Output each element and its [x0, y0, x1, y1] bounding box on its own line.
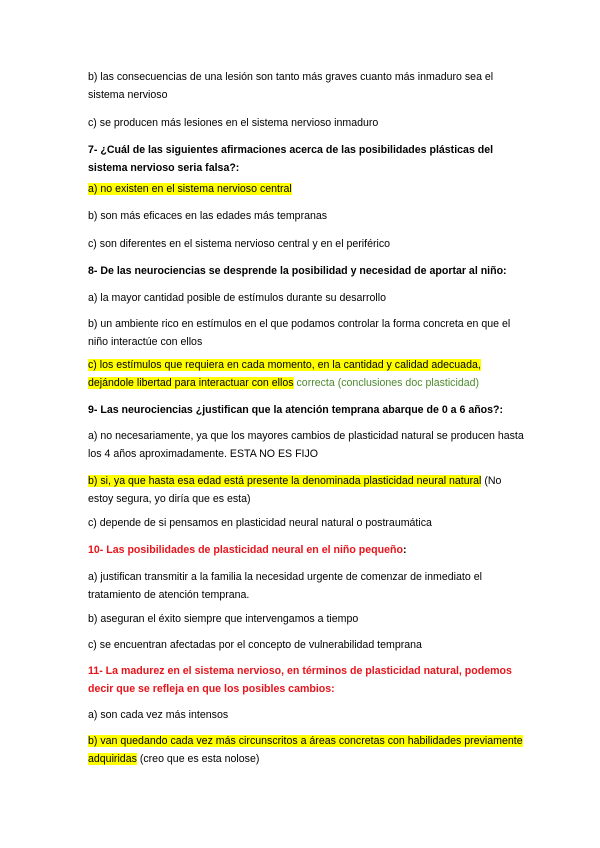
q6-option-c: c) se producen más lesiones en el sistema nervioso inmaduro — [88, 117, 379, 129]
q11-option-b-highlight: b) van quedando cada vez más circunscritos a áreas concretas con habilidades previamente adquiridas — [88, 735, 523, 765]
q8-option-a: a) la mayor cantidad posible de estímulos durante su desarrollo — [88, 292, 386, 304]
q9-option-c: c) depende de si pensamos en plasticidad neural natural o postraumática — [88, 517, 432, 529]
q10-question — [88, 541, 528, 559]
q11-option-a: a) son cada vez más intensos — [88, 709, 229, 721]
q9-option-b-highlight: b) si, ya que hasta esa edad está presente la denominada plasticidad neural natural — [88, 475, 482, 487]
q9-option-b-note: (No estoy segura, yo diría que es esta) — [88, 475, 502, 505]
q9-option-a: a) no necesariamente, ya que los mayores cambios de plasticidad natural se producen hasta los 4 años aproximadamente. ESTA NO ES FIJO — [88, 430, 524, 460]
q8-option-c — [88, 356, 528, 392]
q11-option-b — [88, 732, 528, 768]
q10-question-text: 10- Las posibilidades de plasticidad neural en el niño pequeño — [88, 544, 403, 556]
q7-option-a — [88, 180, 528, 198]
q8-question: 8- De las neurociencias se desprende la posibilidad y necesidad de aportar al niño: — [88, 265, 507, 277]
q11-question: 11- La madurez en el sistema nervioso, en términos de plasticidad natural, podemos decir que se refleja en que los posibles cambios: — [88, 665, 512, 695]
q6-option-b: b) las consecuencias de una lesión son tanto más graves cuanto más inmaduro sea el sistema nervioso — [88, 71, 494, 101]
q7-option-b: b) son más eficaces en las edades más tempranas — [88, 210, 328, 222]
q9-option-b — [88, 472, 528, 508]
q8-option-c-note: correcta (conclusiones doc plasticidad) — [296, 377, 480, 389]
q11-option-b-note: (creo que es esta nolose) — [136, 753, 260, 765]
q7-option-a-highlight: a) no existen en el sistema nervioso central — [88, 183, 292, 195]
q10-option-b: b) aseguran el éxito siempre que intervengamos a tiempo — [88, 613, 359, 625]
q7-question: 7- ¿Cuál de las siguientes afirmaciones acerca de las posibilidades plásticas del sistema nervioso seria falsa?: — [88, 144, 494, 174]
q8-option-b: b) un ambiente rico en estímulos en el que podamos controlar la forma concreta en que el niño interactúe con ellos — [88, 318, 511, 348]
q10-option-c: c) se encuentran afectadas por el concepto de vulnerabilidad temprana — [88, 639, 422, 651]
q7-option-c: c) son diferentes en el sistema nervioso central y en el periférico — [88, 238, 391, 250]
q10-question-colon: : — [402, 544, 407, 556]
q9-question: 9- Las neurociencias ¿justifican que la atención temprana abarque de 0 a 6 años?: — [88, 404, 504, 416]
q10-option-a: a) justifican transmitir a la familia la necesidad urgente de comenzar de inmediato el tratamiento de atención temprana. — [88, 571, 482, 601]
q8-option-c-highlight: c) los estímulos que requiera en cada momento, en la cantidad y calidad adecuada, dejándole libertad para interactuar con ellos — [88, 359, 481, 389]
